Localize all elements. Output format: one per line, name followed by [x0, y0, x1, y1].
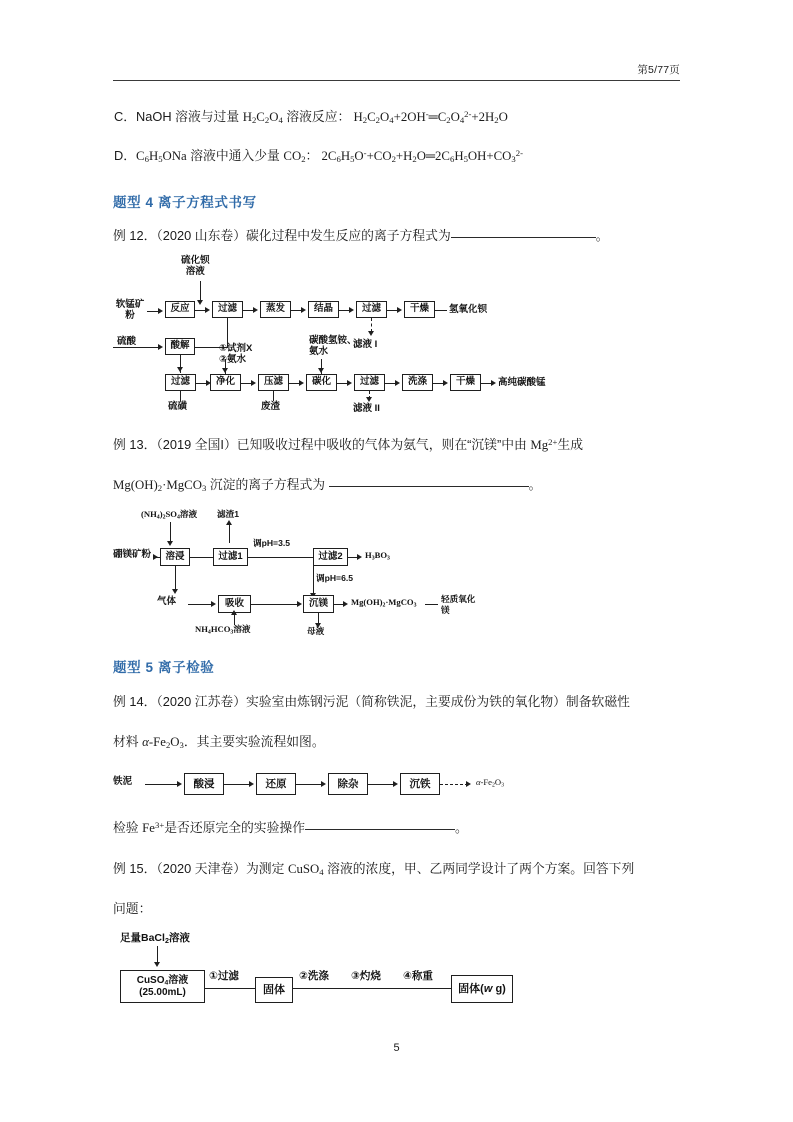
label-ammonium-sulfate: $(NH_4)_2SO_4$溶液 — [141, 509, 198, 521]
example-13-text: 已知吸收过程中吸收的气体为氨气，则在“沉镁”中由 — [236, 437, 531, 452]
a-r2-7 — [491, 380, 496, 386]
c3-1 — [224, 784, 251, 785]
connector-res1-up — [229, 524, 230, 543]
example-15-number: 例 15． — [113, 861, 157, 876]
example-15-text: 为测定 — [246, 861, 288, 876]
example-15-line-2 — [113, 900, 151, 919]
example-13-formula: $Mg(OH)_2\cdot MgCO_3$ — [113, 478, 207, 494]
answer-blank-12[interactable] — [451, 237, 596, 238]
option-c-text: NaOH 溶液与过量 — [136, 109, 243, 124]
flowchart-iron-sludge-process — [113, 768, 533, 803]
option-d-marker: D． — [114, 148, 137, 163]
node-filter-step2: 过滤2 — [313, 548, 348, 566]
node-press-filter: 压滤 — [258, 374, 289, 391]
example-13-ion: $Mg^{2+}$ — [530, 437, 558, 452]
node-filter-3: 过滤 — [165, 374, 196, 391]
label-ammonium-bicarbonate-ammonia: 碳酸氢铵、 氨水 — [309, 335, 357, 358]
node-carbonize: 碳化 — [306, 374, 337, 391]
label-ammonium-bicarbonate-solution: $NH_4HCO_3$溶液 — [195, 624, 251, 636]
label-manganese-ore: 软锰矿 粉 — [115, 299, 145, 322]
c-r1-6 — [435, 310, 447, 311]
option-d-line — [114, 147, 523, 166]
arrowhead-carbonate-down — [318, 368, 324, 373]
node-filter-step1: 过滤1 — [213, 548, 248, 566]
section-heading-5: 题型 5 离子检验 — [113, 660, 215, 675]
label-adjust-ph-6-5: 调pH=6.5 — [316, 573, 354, 583]
node-evaporate: 蒸发 — [260, 301, 291, 318]
a3-4 — [466, 781, 471, 787]
node-solid-1: 固体 — [255, 977, 293, 1003]
example-13-source: （2019 全国I） — [156, 437, 237, 452]
example-15-text3: 问题： — [113, 901, 152, 916]
node-remove-impurities: 除杂 — [328, 773, 368, 795]
c2-1 — [190, 557, 213, 558]
example-15-line-1 — [113, 860, 634, 879]
label-residue-1: 滤渣1 — [217, 509, 239, 519]
example-14-q-text2: 是否还原完全的实验操作 — [164, 820, 305, 835]
node-crystallize: 结晶 — [308, 301, 339, 318]
node-filter-2: 过滤 — [356, 301, 387, 318]
label-filtrate-2: 滤液 II — [353, 403, 380, 414]
label-residue: 废渣 — [261, 401, 281, 412]
arrowhead-bas-down — [197, 300, 203, 305]
label-mother-liquor: 母液 — [307, 626, 325, 636]
arrowhead-ore — [158, 308, 163, 314]
option-d-equation: $2C_6H_5O^-+CO_2+H_2O═2C_6H_5OH+CO_3^{2-}$ — [318, 148, 523, 165]
label-high-purity-manganese-carbonate: 高纯碳酸锰 — [498, 377, 546, 388]
example-14-alpha: α — [142, 735, 149, 749]
c4-1 — [205, 988, 255, 989]
c3-3 — [368, 784, 395, 785]
example-13-period: 。 — [528, 477, 542, 492]
a-r1-5 — [397, 307, 402, 313]
arrowhead-to-precip — [297, 601, 302, 607]
arrowhead-bacl2-down — [154, 962, 160, 967]
arrowhead-filtrate1 — [368, 331, 374, 336]
c2-5 — [251, 604, 299, 605]
example-14-period: 。 — [454, 820, 468, 835]
a-r1-3 — [301, 307, 306, 313]
arrowhead-acid — [158, 344, 163, 350]
a-r2-2 — [251, 380, 256, 386]
header-divider — [113, 80, 680, 81]
label-mg-precipitate: $Mg(OH)_2\cdot MgCO_3$ — [351, 597, 417, 609]
a-r2-6 — [443, 380, 448, 386]
example-13-text3: 沉淀的离子方程式为 — [206, 477, 329, 492]
arrowhead-res1-up — [226, 520, 232, 525]
page-header — [113, 62, 680, 81]
option-d-formula-reactant: $C_6H_5ONa$ — [136, 149, 187, 165]
label-boron-magnesium-ore: 硼镁矿粉 — [113, 549, 152, 560]
a-r1-4 — [349, 307, 354, 313]
example-12-source: （2020 山东卷） — [156, 228, 246, 243]
a-r2-4 — [347, 380, 352, 386]
node-cuso4-line1: CuSO$_4$溶液 — [136, 974, 189, 987]
arrowhead-mg-product — [343, 601, 348, 607]
label-bacl2-reagent: 足量BaCl$_2$溶液 — [120, 932, 190, 945]
example-13-text2: 生成 — [557, 437, 584, 452]
a3-3 — [393, 781, 398, 787]
example-14-text: 实验室由炼钢污泥（简称铁泥，主要成份为铁的氧化物）制备软磁性 — [246, 694, 630, 709]
label-sulfuric-acid: 硫酸 — [117, 336, 137, 347]
label-alpha-fe2o3: $\alpha-Fe_2O_3$ — [476, 777, 505, 789]
node-wash: 洗涤 — [402, 374, 433, 391]
a-r1-2 — [253, 307, 258, 313]
label-iron-sludge: 铁泥 — [113, 776, 133, 787]
node-leaching: 溶浸 — [160, 548, 190, 566]
example-12-period: 。 — [595, 228, 609, 243]
c2-2 — [248, 557, 313, 558]
c2-7 — [425, 604, 438, 605]
example-14-formula: $-Fe_2O_3$ — [148, 735, 184, 751]
c3-4 — [440, 784, 468, 785]
label-barium-hydroxide: 氢氧化钡 — [449, 304, 488, 315]
example-14-text2: 材料 — [113, 734, 143, 749]
a3-0 — [177, 781, 182, 787]
node-acid-leaching: 酸浸 — [184, 773, 224, 795]
flowchart-manganese-process — [113, 255, 573, 414]
example-12-text: 碳化过程中发生反应的离子方程式为 — [246, 228, 451, 243]
flowchart-boron-magnesium-process — [113, 505, 533, 635]
option-c-formula-reactant: $H_2C_2O_4$ — [242, 110, 283, 126]
label-light-magnesium-oxide: 轻质氧化 镁 — [441, 594, 476, 616]
node-solid-final-text: 固体(w g) — [458, 982, 506, 995]
node-cuso4-solution — [120, 970, 205, 1003]
connector-acid-line — [113, 347, 160, 348]
a3-1 — [249, 781, 254, 787]
example-14-question — [113, 819, 468, 838]
answer-blank-14[interactable] — [305, 829, 455, 830]
label-step-2-wash: ②洗涤 — [299, 970, 329, 982]
example-14-q-text: 检验 — [113, 820, 143, 835]
example-12-line — [113, 227, 609, 246]
label-adjust-ph-3-5: 调pH=3.5 — [253, 538, 291, 548]
c4-2 — [293, 988, 451, 989]
option-d-formula-gas: $CO_2$ — [283, 149, 306, 165]
example-14-line-1 — [113, 693, 630, 712]
node-precipitate-mg: 沉镁 — [303, 595, 334, 613]
connector-leach-down — [175, 566, 176, 590]
arrowhead-filtrate2 — [366, 397, 372, 402]
a-r1-1 — [205, 307, 210, 313]
page-footer: 5 — [393, 1042, 400, 1054]
option-d-text: 溶液中通入少量 — [186, 148, 284, 163]
arrowhead-ore2 — [153, 554, 158, 560]
option-c-equation: $H_2C_2O_4+2OH^-═C_2O_4^{2-}+2H_2O$ — [350, 109, 508, 126]
arrowhead-acid-down — [177, 367, 183, 372]
node-solid-final — [451, 975, 513, 1003]
example-15-formula: CuSO$_4$ — [287, 862, 324, 878]
label-filtrate-1: 滤液 I — [353, 339, 378, 350]
connector-residue — [273, 391, 274, 401]
label-reagent-x: ①试剂X ②氨水 — [219, 343, 253, 366]
example-14-source: （2020 江苏卷） — [156, 694, 246, 709]
example-13-line-1 — [113, 436, 583, 455]
connector-ph2-down — [313, 566, 314, 595]
connector-as-down — [170, 522, 171, 542]
example-13-line-2 — [113, 476, 541, 495]
node-dry-2: 干燥 — [450, 374, 481, 391]
connector-bacl2-down — [157, 946, 158, 963]
option-c-text2: 溶液反应： — [282, 109, 351, 124]
label-step-3-calcine: ③灼烧 — [351, 970, 381, 982]
c3-2 — [296, 784, 323, 785]
connector-filtrate1 — [371, 318, 372, 332]
section-heading-4: 题型 4 离子方程式书写 — [113, 195, 257, 210]
option-d-colon: ： — [305, 148, 319, 163]
node-filter-1: 过滤 — [212, 301, 243, 318]
arrowhead-leach-down — [172, 589, 178, 594]
node-purify: 净化 — [210, 374, 241, 391]
a-r2-5 — [395, 380, 400, 386]
node-absorb: 吸收 — [218, 595, 251, 613]
example-14-line-2 — [113, 733, 325, 752]
arrowhead-boric — [357, 554, 362, 560]
arrowhead-gas — [211, 601, 216, 607]
flowchart-cuso4-gravimetric — [113, 932, 533, 1012]
c3-0 — [145, 784, 179, 785]
header-page-indicator: 第5/77页 — [637, 64, 680, 76]
arrowhead-as-down — [167, 541, 173, 546]
label-step-1-filter: ①过滤 — [209, 970, 239, 982]
label-boric-acid: $H_3BO_3$ — [365, 550, 390, 562]
label-sulfur: 硫磺 — [168, 401, 188, 412]
connector-sulfur — [180, 391, 181, 401]
example-13-number: 例 13． — [113, 437, 157, 452]
option-c-marker: C． — [114, 109, 137, 124]
connector-bas-down — [200, 281, 201, 301]
node-filter-4: 过滤 — [354, 374, 385, 391]
answer-blank-13[interactable] — [329, 486, 529, 487]
node-reaction: 反应 — [165, 301, 195, 318]
node-precipitate-iron: 沉铁 — [400, 773, 440, 795]
example-14-number: 例 14． — [113, 694, 157, 709]
arrowhead-reagent-down — [222, 368, 228, 373]
option-c-line — [114, 108, 508, 127]
node-dry-1: 干燥 — [404, 301, 435, 318]
label-barium-sulfide: 硫化钡 溶液 — [181, 255, 210, 278]
node-reduction: 还原 — [256, 773, 296, 795]
example-14-fe3: $Fe^{3+}$ — [142, 820, 165, 835]
a3-2 — [321, 781, 326, 787]
node-cuso4-line2: (25.00mL) — [139, 987, 186, 998]
label-step-4-weigh: ④称重 — [403, 970, 433, 982]
example-15-text2: 溶液的浓度，甲、乙两同学设计了两个方案。回答下列 — [323, 861, 635, 876]
node-acid-dissolution: 酸解 — [165, 338, 195, 355]
example-12-number: 例 12． — [113, 228, 157, 243]
example-15-source: （2020 天津卷） — [156, 861, 246, 876]
arrowhead-nh4hco3 — [231, 610, 237, 615]
c2-4 — [188, 604, 213, 605]
example-14-text3: ．其主要实验流程如图。 — [183, 734, 325, 749]
a-r2-3 — [299, 380, 304, 386]
label-gas: 气体 — [157, 596, 177, 607]
